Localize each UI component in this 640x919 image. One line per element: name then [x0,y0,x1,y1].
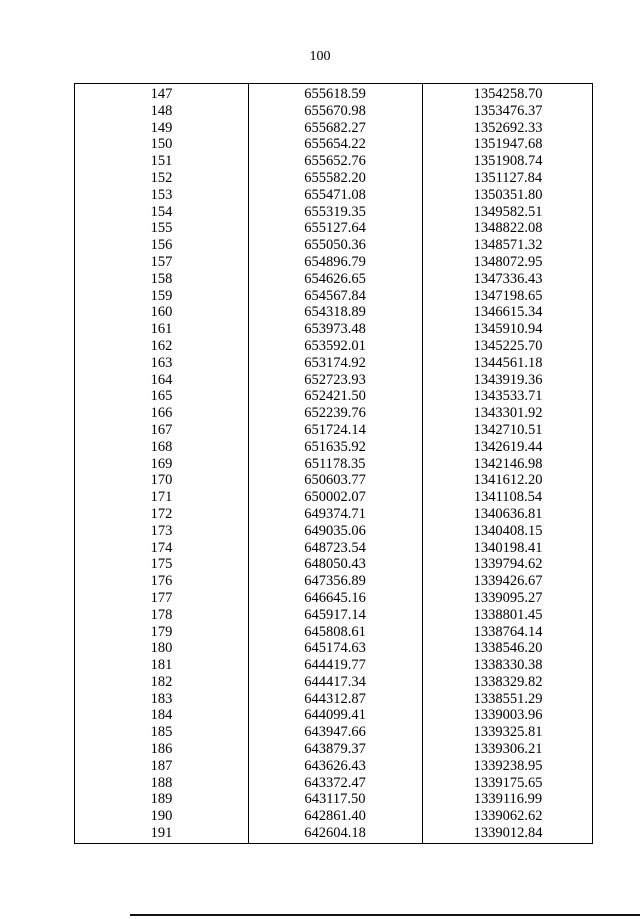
easting-cell: 653174.92 [304,354,366,371]
easting-cell: 643879.37 [304,741,366,758]
table-row [75,338,592,355]
northing-cell: 1348822.08 [473,220,543,237]
table-row [75,523,592,540]
easting-cell: 644419.77 [304,657,366,674]
easting-cell: 649374.71 [304,505,366,522]
point-number-cell: 167 [150,421,173,438]
easting-cell: 651724.14 [304,421,366,438]
easting-cell: 650002.07 [304,489,366,506]
point-number-cell: 170 [150,472,173,489]
point-number-cell: 182 [150,673,173,690]
easting-cell: 654567.84 [304,287,366,304]
easting-cell: 655682.27 [304,119,366,136]
table-row [75,741,592,758]
northing-cell: 1339095.27 [473,589,543,606]
easting-cell: 653973.48 [304,321,366,338]
point-number-cell: 176 [150,573,173,590]
northing-cell: 1339325.81 [473,724,543,741]
easting-cell: 654318.89 [304,304,366,321]
northing-cell: 1343301.92 [473,405,543,422]
northing-cell: 1344561.18 [473,354,543,371]
point-number-cell: 174 [150,539,173,556]
table-row [75,657,592,674]
point-number-cell: 186 [150,741,173,758]
northing-cell: 1351127.84 [473,169,543,186]
northing-cell: 1349582.51 [473,203,543,220]
table-row [75,707,592,724]
easting-cell: 644099.41 [304,707,366,724]
northing-cell: 1338551.29 [473,690,543,707]
point-number-cell: 158 [150,270,173,287]
northing-cell: 1351947.68 [473,136,543,153]
easting-cell: 643372.47 [304,774,366,791]
point-number-cell: 178 [150,606,173,623]
point-number-cell: 191 [150,825,173,842]
table-row [75,472,592,489]
easting-cell: 645917.14 [304,606,366,623]
point-number-cell: 153 [150,186,173,203]
point-number-cell: 181 [150,657,173,674]
northing-cell: 1347336.43 [473,270,543,287]
point-number-cell: 147 [150,86,173,102]
easting-cell: 651178.35 [304,455,366,472]
point-number-cell: 175 [150,556,173,573]
table-row [75,456,592,473]
table-row [75,120,592,137]
point-number-cell: 187 [150,757,173,774]
table-row [75,439,592,456]
point-number-cell: 157 [150,253,173,270]
table-row [75,506,592,523]
northing-cell: 1345910.94 [473,321,543,338]
northing-cell: 1340198.41 [473,539,543,556]
northing-cell: 1338329.82 [473,673,543,690]
point-number-cell: 184 [150,707,173,724]
northing-cell: 1346615.34 [473,304,543,321]
northing-cell: 1340636.81 [473,505,543,522]
northing-cell: 1338764.14 [473,623,543,640]
table-row [75,540,592,557]
northing-cell: 1342710.51 [473,421,543,438]
easting-cell: 646645.16 [304,589,366,606]
table-row [75,607,592,624]
northing-cell: 1350351.80 [473,186,543,203]
table-row [75,825,592,842]
easting-cell: 651635.92 [304,438,366,455]
table-row [75,254,592,271]
northing-cell: 1351908.74 [473,153,543,170]
easting-cell: 655670.98 [304,102,366,119]
table-row [75,372,592,389]
table-row [75,791,592,808]
table-row [75,422,592,439]
point-number-cell: 148 [150,102,173,119]
point-number-cell: 173 [150,522,173,539]
northing-cell: 1339012.84 [473,825,543,842]
point-number-cell: 190 [150,808,173,825]
northing-cell: 1339003.96 [473,707,543,724]
easting-cell: 652421.50 [304,388,366,405]
point-number-cell: 150 [150,136,173,153]
point-number-cell: 179 [150,623,173,640]
table-row [75,170,592,187]
easting-cell: 654896.79 [304,253,366,270]
table-row [75,573,592,590]
point-number-cell: 161 [150,321,173,338]
easting-cell: 654626.65 [304,270,366,287]
easting-cell: 647356.89 [304,573,366,590]
easting-cell: 655618.59 [304,86,366,102]
point-number-cell: 171 [150,489,173,506]
easting-cell: 642861.40 [304,808,366,825]
table-row [75,86,592,103]
northing-cell: 1339306.21 [473,741,543,758]
easting-cell: 644312.87 [304,690,366,707]
northing-cell: 1348072.95 [473,253,543,270]
point-number-cell: 172 [150,505,173,522]
page-number: 100 [309,49,331,64]
northing-cell: 1341108.54 [473,489,543,506]
northing-cell: 1342146.98 [473,455,543,472]
point-number-cell: 185 [150,724,173,741]
table-row [75,758,592,775]
table-row [75,187,592,204]
northing-cell: 1338546.20 [473,640,543,657]
table-row [75,304,592,321]
table-row [75,556,592,573]
table-row [75,489,592,506]
coordinate-table [74,83,593,844]
northing-cell: 1338801.45 [473,606,543,623]
table-row [75,103,592,120]
table-body [75,86,592,842]
northing-cell: 1342619.44 [473,438,543,455]
point-number-cell: 149 [150,119,173,136]
point-number-cell: 160 [150,304,173,321]
easting-cell: 652723.93 [304,371,366,388]
easting-cell: 645174.63 [304,640,366,657]
table-row [75,691,592,708]
northing-cell: 1353476.37 [473,102,543,119]
point-number-cell: 169 [150,455,173,472]
northing-cell: 1339116.99 [473,791,543,808]
table-row [75,624,592,641]
easting-cell: 655471.08 [304,186,366,203]
easting-cell: 648050.43 [304,556,366,573]
table-row [75,724,592,741]
table-row [75,775,592,792]
northing-cell: 1347198.65 [473,287,543,304]
point-number-cell: 177 [150,589,173,606]
easting-cell: 642604.18 [304,825,366,842]
table-row [75,237,592,254]
easting-cell: 655582.20 [304,169,366,186]
table-row [75,271,592,288]
easting-cell: 655050.36 [304,237,366,254]
table-row [75,288,592,305]
easting-cell: 643947.66 [304,724,366,741]
point-number-cell: 156 [150,237,173,254]
point-number-cell: 162 [150,337,173,354]
point-number-cell: 159 [150,287,173,304]
northing-cell: 1343533.71 [473,388,543,405]
point-number-cell: 168 [150,438,173,455]
table-row [75,590,592,607]
point-number-cell: 164 [150,371,173,388]
table-row [75,204,592,221]
northing-cell: 1339175.65 [473,774,543,791]
table-row [75,388,592,405]
table-row [75,674,592,691]
northing-cell: 1343919.36 [473,371,543,388]
table-row [75,220,592,237]
easting-cell: 655127.64 [304,220,366,237]
northing-cell: 1352692.33 [473,119,543,136]
easting-cell: 645808.61 [304,623,366,640]
point-number-cell: 188 [150,774,173,791]
point-number-cell: 183 [150,690,173,707]
table-row [75,136,592,153]
northing-cell: 1339426.67 [473,573,543,590]
point-number-cell: 152 [150,169,173,186]
northing-cell: 1354258.70 [473,86,543,102]
northing-cell: 1340408.15 [473,522,543,539]
easting-cell: 655654.22 [304,136,366,153]
northing-cell: 1341612.20 [473,472,543,489]
table-row [75,321,592,338]
point-number-cell: 155 [150,220,173,237]
northing-cell: 1348571.32 [473,237,543,254]
easting-cell: 653592.01 [304,337,366,354]
table-row [75,640,592,657]
point-number-cell: 165 [150,388,173,405]
table-row [75,355,592,372]
easting-cell: 644417.34 [304,673,366,690]
northing-cell: 1339238.95 [473,757,543,774]
easting-cell: 652239.76 [304,405,366,422]
northing-cell: 1339062.62 [473,808,543,825]
easting-cell: 650603.77 [304,472,366,489]
point-number-cell: 163 [150,354,173,371]
table-row [75,808,592,825]
easting-cell: 655652.76 [304,153,366,170]
point-number-cell: 151 [150,153,173,170]
table-row [75,153,592,170]
easting-cell: 649035.06 [304,522,366,539]
point-number-cell: 154 [150,203,173,220]
northing-cell: 1345225.70 [473,337,543,354]
point-number-cell: 166 [150,405,173,422]
point-number-cell: 189 [150,791,173,808]
northing-cell: 1339794.62 [473,556,543,573]
page-bottom-rule [130,914,640,916]
easting-cell: 648723.54 [304,539,366,556]
table-row [75,405,592,422]
easting-cell: 655319.35 [304,203,366,220]
point-number-cell: 180 [150,640,173,657]
easting-cell: 643117.50 [304,791,366,808]
northing-cell: 1338330.38 [473,657,543,674]
easting-cell: 643626.43 [304,757,366,774]
